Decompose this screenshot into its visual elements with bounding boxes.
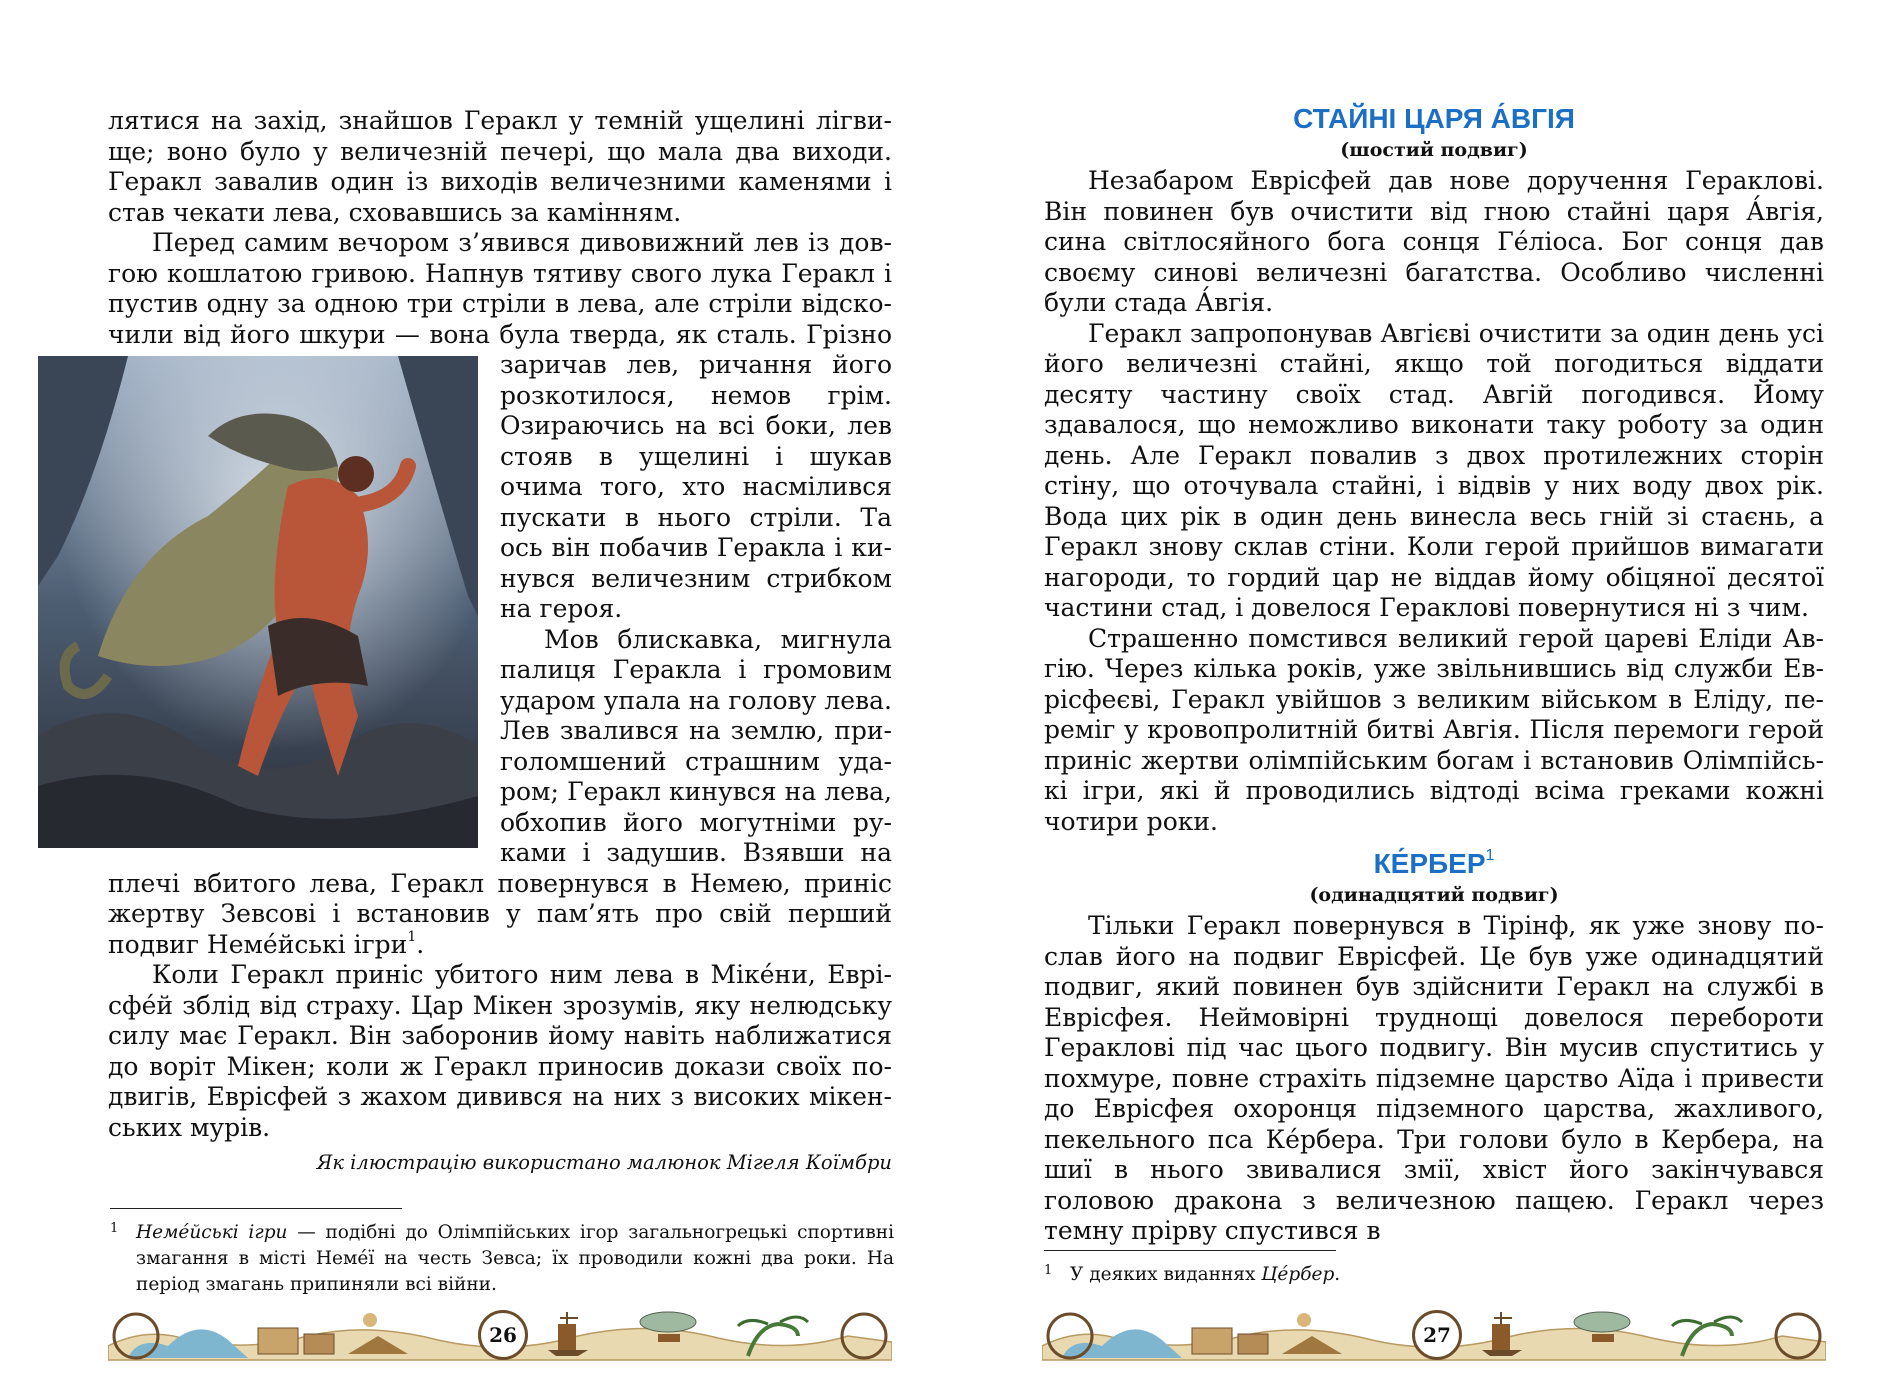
footnote-text: — подібні до Олімпійських ігор загальногрецькі спортивні змагання в місті Неме́ї на честь Зевса; їх проводили кожні два роки. На період змагань припиняли всі війни.: [136, 1222, 894, 1295]
section-title: СТАЙНІ ЦАРЯ А́ВГІЯ: [1293, 103, 1575, 134]
paragraph: Страшенно помстився великий герой цареві Еліди Авгію. Через кілька років, уже звільнившись від служби Еврісфеєві, Геракл увійшов з великим військом в Еліду, переміг у кровопролитній битві Авгія. Після перемоги герой приніс жертви олімпійським богам і встановив Олімпійські ігри, які й проводились відтоді всіма греками кожні чотири роки.: [1044, 623, 1824, 836]
footnote-divider: [1044, 1250, 1336, 1251]
page-number: 26: [478, 1310, 528, 1360]
paragraph: Коли Геракл приніс убитого ним лева в Міке́ни, Еврісфе́й зблід від страху. Цар Мікен зрозумів, яку нелюдську силу має Геракл. Він заборонив йому навіть наближатися до воріт Мікен; коли ж Геракл приносив докази своїх подвигів, Еврісфей з жахом дивився на них з високих мікенських мурів.: [108, 960, 892, 1142]
footnote-text: У деяких виданнях: [1070, 1264, 1262, 1285]
paragraph: Геракл запропонував Авгієві очистити за один день усі його величезні стайні, якщо той погодиться віддати десяту частину своїх стад. Авгій погодився. Йому здавалося, що неможливо виконати таку роботу за один день. Але Геракл повалив з двох протилежних сторін стіну, що оточувала стайні, і відвів у них воду двох рік. Вода цих рік в один день винесла весь гній зі стаєнь, а Геракл знову склав стіни. Коли герой прийшов вимагати нагороди, то гордий цар не віддав йому обіцяної десятої частини стад, і довелося Гераклові повернутися ні з чим.: [1044, 318, 1824, 622]
paragraph: Тільки Геракл повернувся в Тірінф, як уже знову послав його на подвиг Еврісфей. Це був уже одинадцятий подвиг, який повинен був здійснити Геракл на службі в Еврісфея. Неймовірні труднощі довелося перебороти Гераклові під час цього подвигу. Він мусив спуститись у похмуре, повне страхіть підземне царство Аїда і привести до Еврісфея охоронця підземного царства, жахливого, пекельного пса Ке́рбера. Три голови було в Кербера, на шиї в нього звивалися змії, хвіст його закінчувався головою дракона з величезною пащею. Геракл через темну прірву спустився в: [1044, 911, 1824, 1245]
decorative-banner: [108, 1306, 892, 1364]
decorative-banner: [1042, 1306, 1826, 1364]
footnote-divider: [110, 1208, 402, 1209]
paragraph: Незабаром Еврісфей дав нове доручення Гераклові. Він повинен був очистити від гною стайні царя А́вгія, сина світлосяйного бога сонця Ге́ліоса. Бог сонця дав своєму синові величезні багатства. Особливо численні були стада А́вгія.: [1044, 166, 1824, 317]
paragraph: Мов блискавка, мигнула палиця Геракла і громовим ударом упала на голову лева. Лев звалився на землю, приголомшений страшним ударом; Геракл кинувся на лева, обхопив його могутніми руками і задушив. Взявши на плечі вбитого лева, Геракл повернувся в Немею, приніс жертву Зевсові і встановив у пам’ять про свій перший подвиг Неме́йські ігри$^1$.: [108, 624, 892, 959]
hercules-fighting-lion-icon: [38, 356, 478, 848]
footnote-term: Неме́йські ігри: [136, 1222, 288, 1243]
footnote: [110, 1220, 894, 1298]
paragraph: Перед самим вечором з’явився дивовижний лев із довгою кошлатою гривою. Напнув тятиву свого лука Геракл і пустив одну за одною три стріли в лева, але стріли відскочили від його шкури — вона була тверда, як сталь. Грізно заричав лев, ричання його розкотилося, немов грім. Озираючись на всі боки, лев стояв в ущелині і шукав очима того, хто насмілився пускати в нього стріли. Та ось він побачив Геракла і кинувся величезним стрибком на героя.: [108, 228, 892, 625]
title-footnote-ref: 1: [1485, 847, 1495, 864]
hercules-lion-illustration: [38, 356, 478, 848]
page-number: 27: [1412, 1310, 1462, 1360]
right-text-column: [1044, 102, 1824, 1247]
footnote: [1044, 1262, 1824, 1288]
section-title-text: КЕ́РБЕР: [1373, 848, 1486, 879]
footnote-mark: 1: [110, 1221, 119, 1236]
section-subtitle: (шостий подвиг): [1340, 139, 1528, 161]
footnote-ref: 1: [407, 928, 417, 945]
illustration-credit: Як ілюстрацію використано малюнок Мігеля Коїмбри: [316, 1151, 892, 1174]
paragraph-text: Мов блискавка, мигнула палиця Геракла і громовим ударом упала на голову лева. Лев звалився на землю, приголомшений страшним ударом; Геракл кинувся на лева, обхопив його могутніми руками і задушив. Взявши на плечі вбитого лева, Геракл повернувся в Немею, приніс жертву Зевсові і встановив у пам’ять про свій перший подвиг Неме́йські ігри: [108, 624, 892, 959]
right-page: [952, 0, 1904, 1400]
paragraph: лятися на захід, знайшов Геракл у темній ущелині лігвище; воно було у величезній печері, що мала два виходи. Геракл завалив один із виходів величезними каменями і став чекати лева, сховавшись за камінням.: [108, 106, 892, 227]
left-text-column: [108, 106, 892, 1177]
footnote-term: Це́рбер: [1261, 1264, 1335, 1285]
footnote-end: .: [1334, 1264, 1341, 1285]
section-title: [1044, 847, 1824, 881]
footnote-mark: 1: [1044, 1263, 1053, 1278]
section-subtitle: (одинадцятий подвиг): [1309, 884, 1559, 906]
